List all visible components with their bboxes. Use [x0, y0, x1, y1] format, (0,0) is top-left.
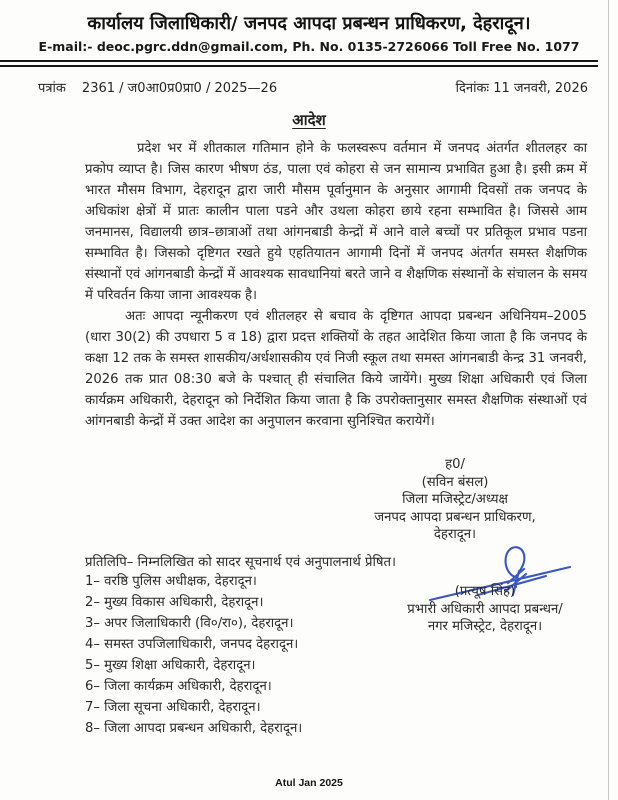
copy-list-item: 8– जिला आपदा प्रबन्धन अधिकारी, देहरादून।	[85, 720, 303, 736]
letter-number-value: 2361 / ज0आ0प्र0प्रा0 / 2025—26	[81, 81, 278, 96]
letter-number	[38, 78, 277, 96]
header-divider	[0, 60, 598, 67]
letter-number-label: पत्रांक	[38, 81, 66, 96]
office-title: कार्यालय जिलाधिकारी/ जनपद आपदा प्रबन्धन प्राधिकरण, देहरादून।	[87, 13, 531, 34]
signatory-name: (प्रत्यूष सिंह)	[454, 584, 516, 599]
signatory-designation: प्रभारी अधिकारी आपदा प्रबन्धन/	[407, 601, 563, 617]
letter-date	[456, 78, 588, 96]
copy-list-item: 2– मुख्य विकास अधिकारी, देहरादून।	[85, 594, 264, 610]
order-paragraph-2: अतः आपदा न्यूनीकरण एवं शीतलहर से बचाव के दृष्टिगत आपदा प्रबन्धन अधिनियम–2005 (धारा 30(2) की उपधारा 5 व 18) द्वारा प्रदत्त शक्तियों के तहत आदेशित किया जाता है कि जनपद के कक्षा 12 तक के समस्त शासकीय/अर्धशासकीय एवं निजी स्कूल तथा समस्त आंगनबाडी केन्द्र 31 जनवरी, 2026 तक प्रात 08:30 बजे के पश्चात् ही संचालित किये जायेंगे। मुख्य शिक्षा अधिकारी एवं जिला कार्यक्रम अधिकारी, देहरादून को निर्देशित किया जाता है कि उपरोक्तानुसार समस्त शैक्षणिक संस्थाओं एवं आंगनबाडी केन्द्रों में उक्त आदेश का अनुपालन करवाना सुनिश्चित करायेगें।	[85, 309, 587, 429]
scan-edge-line	[608, 0, 609, 800]
signatory-place: देहरादून।	[433, 527, 477, 542]
signatory-organisation: जनपद आपदा प्रबन्धन प्राधिकरण,	[374, 509, 536, 525]
letterhead	[0, 0, 618, 54]
signatory-place: नगर मजिस्ट्रेट, देहरादून।	[427, 619, 543, 634]
copy-heading: प्रतिलिपि– निम्नलिखित को सादर सूचनार्थ एवं अनुपालनार्थ प्रेषित।	[85, 554, 397, 570]
letter-date-label: दिनांकः	[455, 81, 490, 96]
copy-list-item: 5– मुख्य शिक्षा अधिकारी, देहरादून।	[85, 657, 256, 673]
sign-mark: ह0/	[445, 457, 465, 472]
signatory-designation: जिला मजिस्ट्रेट/अध्यक्ष	[402, 492, 508, 507]
signatory-name: (सविन बंसल)	[421, 474, 489, 490]
order-paragraph-1: प्रदेश भर में शीतकाल गतिमान होने के फलस्वरूप वर्तमान में जनपद अंतर्गत शीतलहर का प्रकोप व्याप्त है। जिस कारण भीषण ठंड, पाला एवं कोहरा से जन सामान्य प्रभावित हुआ है। इसी क्रम में भारत मौसम विभाग, देहरादून द्वारा जारी मौसम पूर्वानुमान के अनुसार आगामी दिवसों तक जनपद के अधिकांश क्षेत्रों में प्रातः कालीन पाला पडने और उथला कोहरा छाये रहना सम्भावित है। जिससे आम जनमानस, विद्यालयी छात्र–छात्राओं तथा आंगनबाडी केन्द्रों में आने वाले बच्चों पर प्रतिकूल प्रभाव पडना सम्भावित है। जिसको दृष्टिगत रखते हुये एहतियातन आगामी दिनों में जनपद अंतर्गत समस्त शैक्षणिक संस्थानों एवं आंगनबाडी केन्द्रों में आवश्यक सावधानियां बरते जाने व शैक्षणिक संस्थानों के संचालन के समय में परिवर्तन किया जाना आवश्यक है।	[85, 141, 587, 303]
order-title: आदेश	[292, 111, 326, 129]
reference-row	[38, 78, 588, 96]
copy-list-item: 7– जिला सूचना अधिकारी, देहरादून।	[85, 699, 261, 715]
signatory-block-main	[330, 456, 580, 544]
copy-list-item: 3– अपर जिलाधिकारी (वि०/रा०), देहरादून।	[85, 615, 294, 631]
contact-line: E-mail:- deoc.pgrc.ddn@gmail.com, Ph. No. 0135-2726066 Toll Free No. 1077	[38, 39, 580, 54]
signatory-block-secondary	[355, 583, 615, 636]
footer-note: Atul Jan 2025	[275, 777, 343, 789]
copy-list-item: 6– जिला कार्यक्रम अधिकारी, देहरादून।	[85, 678, 272, 694]
copy-list-item: 4– समस्त उपजिलाधिकारी, जनपद देहरादून।	[85, 636, 299, 652]
copy-list-item: 1– वरष्ठि पुलिस अधीक्षक, देहरादून।	[85, 573, 257, 589]
letter-date-value: 11 जनवरी, 2026	[493, 81, 588, 96]
